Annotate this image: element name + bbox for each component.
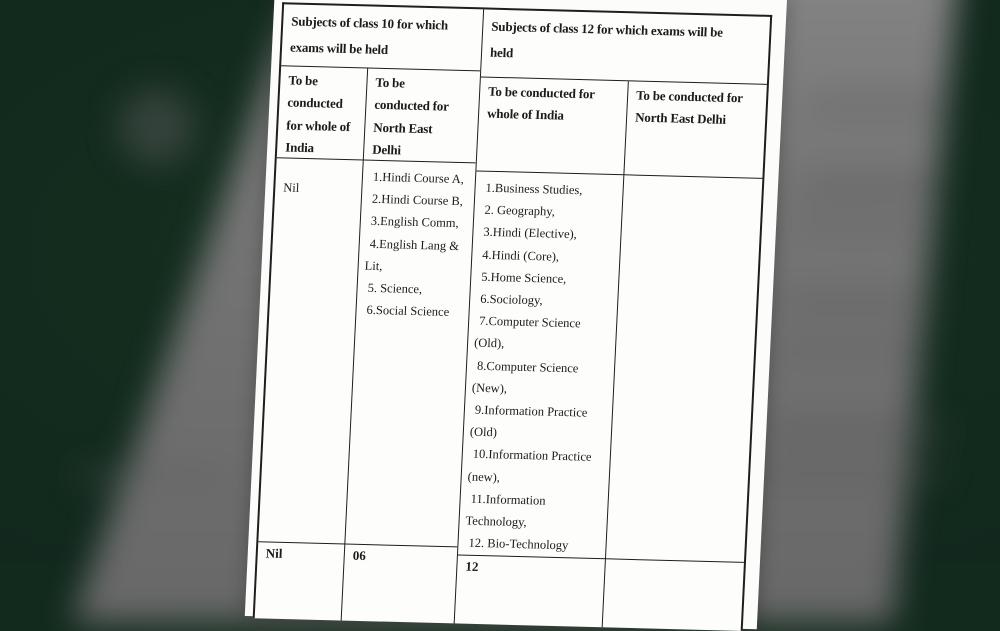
- class12-whole-india-subjects-cell: [458, 171, 624, 559]
- text-line: whole of India: [486, 106, 565, 124]
- text-line: Subjects of class 10 for which: [290, 13, 449, 33]
- text-line: 2. Geography,: [484, 202, 556, 219]
- class12-north-east-subjects-cell: [606, 175, 762, 563]
- text-line: 5. Science,: [367, 280, 423, 297]
- text-line: held: [489, 44, 514, 61]
- blurred-text-streak: [753, 466, 943, 481]
- class12-row2-whole-india-cell: 12: [455, 555, 606, 627]
- class12-whole-india-header: [476, 77, 629, 175]
- text-line: 4.English Lang &: [369, 236, 460, 253]
- text-line: 6.Social Science: [366, 303, 450, 320]
- blurred-logo-smudge: [118, 88, 196, 166]
- text-line: 12. Bio-Technology: [468, 535, 569, 553]
- text-line: conducted for: [374, 97, 450, 115]
- text-line: 8.Computer Science: [476, 358, 579, 375]
- text-line: To be: [288, 72, 319, 89]
- text-line: 9.Information Practice: [474, 402, 588, 420]
- blurred-text-streak: [75, 468, 225, 484]
- class12-row2-north-east-cell: [603, 559, 744, 631]
- class10-north-east-subjects-cell: [345, 161, 475, 548]
- text-line: 3.English Comm,: [370, 214, 460, 231]
- class10-north-east-delhi-header: [364, 69, 480, 164]
- text-line: North East Delhi: [634, 109, 727, 128]
- text-line: North East: [373, 119, 433, 137]
- text-line: India: [284, 139, 315, 156]
- text-line: To be conducted for: [487, 83, 596, 102]
- text-line: (Old),: [473, 336, 505, 351]
- blurred-text-streak: [776, 340, 921, 353]
- text-line: 5.Home Science,: [480, 269, 567, 286]
- text-line: 1.Business Studies,: [485, 180, 583, 198]
- class10-subtable: [253, 2, 484, 623]
- class10-header-cell: [281, 4, 483, 71]
- text-line: exams will be held: [289, 39, 389, 58]
- text-line: 6.Sociology,: [479, 291, 543, 308]
- text-line: 3.Hindi (Elective),: [483, 225, 578, 242]
- text-line: Nil: [283, 180, 300, 195]
- class12-header-cell: [481, 9, 770, 84]
- text-line: To be conducted for: [635, 87, 744, 106]
- text-line: 10.Information Practice: [472, 447, 592, 465]
- text-line: (New),: [471, 380, 508, 396]
- blurred-text-streak: [768, 424, 948, 439]
- text-line: Subjects of class 12 for which exams will be: [490, 18, 724, 40]
- text-line: Delhi: [371, 141, 402, 158]
- blurred-text-streak: [783, 296, 933, 309]
- text-line: Lit,: [364, 258, 383, 273]
- class10-whole-india-header: [277, 66, 368, 160]
- blurred-text-streak: [805, 92, 945, 118]
- blurred-text-streak: [790, 216, 920, 230]
- text-line: (new),: [467, 469, 501, 485]
- class12-subtable: [454, 7, 773, 631]
- text-line: 2.Hindi Course B,: [371, 191, 464, 209]
- class10-row2-whole-india-cell: Nil: [255, 542, 346, 620]
- text-line: 7.Computer Science: [478, 313, 581, 331]
- text-line: 1.Hindi Course A,: [372, 169, 465, 187]
- exam-subjects-table: [253, 2, 773, 631]
- text-line: conducted: [287, 94, 344, 112]
- scanned-table-paper: [245, 0, 787, 629]
- text-line: 11.Information: [470, 491, 546, 508]
- blurred-text-streak: [798, 178, 938, 194]
- text-line: Technology,: [465, 513, 528, 530]
- text-line: To be: [375, 74, 406, 91]
- text-line: for whole of: [286, 117, 351, 134]
- text-line: (Old): [469, 424, 498, 440]
- class12-north-east-delhi-header: [624, 81, 767, 179]
- class10-row2-north-east-cell: 06: [352, 547, 367, 564]
- text-line: 4.Hindi (Core),: [482, 247, 560, 264]
